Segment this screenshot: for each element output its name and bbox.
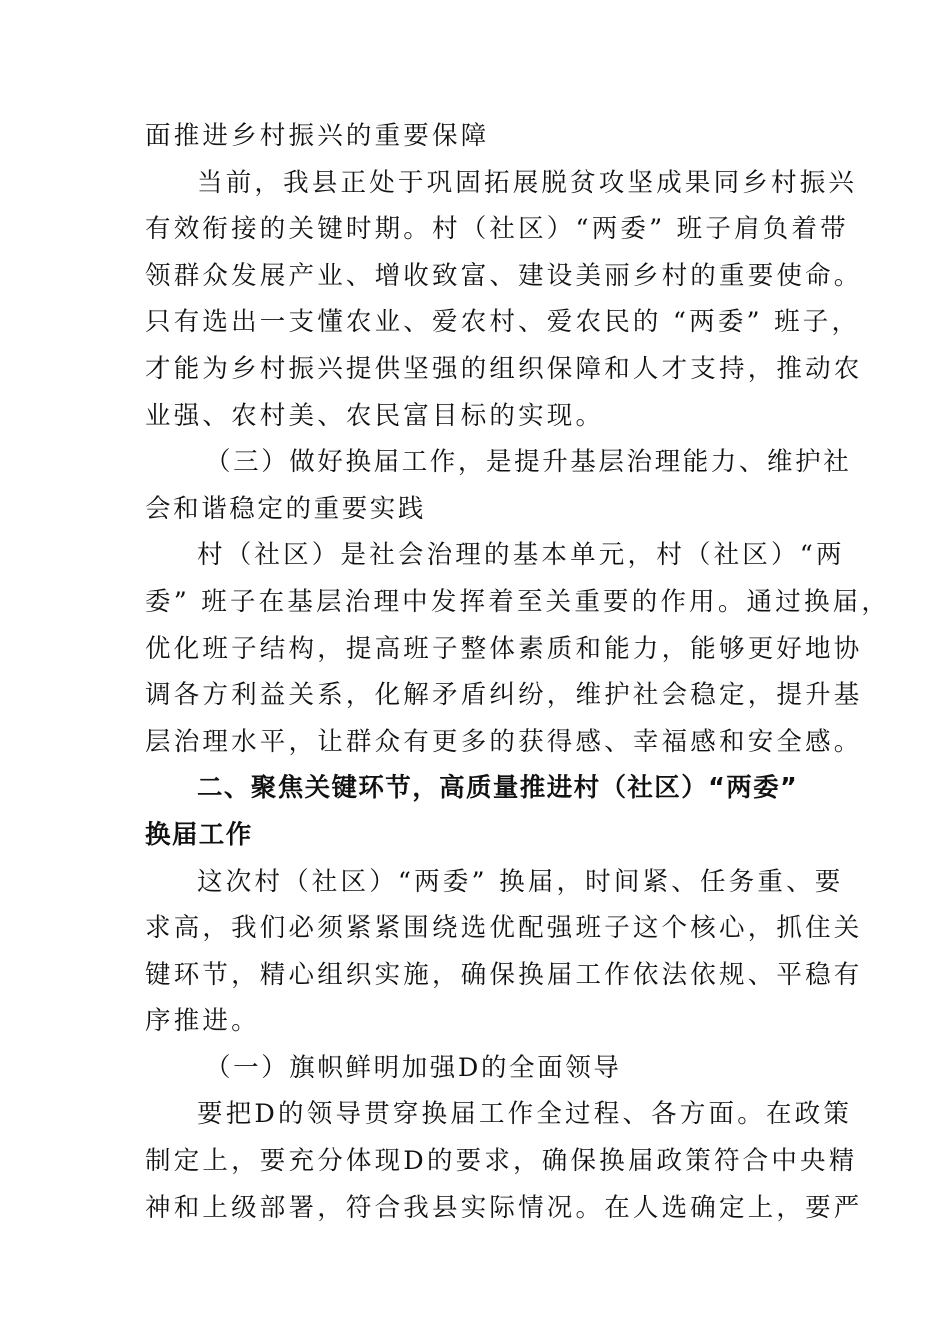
text-line: 才能为乡村振兴提供坚强的组织保障和人才支持，推动农 [145, 353, 863, 384]
text-line: 制定上，要充分体现D的要求，确保换届政策符合中央精 [145, 1146, 858, 1177]
text-line: 层治理水平，让群众有更多的获得感、幸福感和安全感。 [145, 726, 863, 757]
text-line: 序推进。 [145, 1006, 260, 1037]
chapter-heading-line: 换届工作 [145, 819, 253, 850]
section-heading-line: （三）做好换届工作，是提升基层治理能力、维护社 [205, 447, 852, 478]
text-line: 键环节，精心组织实施，确保换届工作依法依规、平稳有 [145, 959, 863, 990]
text-line: 调各方利益关系，化解矛盾纠纷，维护社会稳定，提升基 [145, 680, 863, 711]
section-heading-line: （一）旗帜鲜明加强D的全面领导 [205, 1052, 622, 1083]
text-line: 优化班子结构，提高班子整体素质和能力，能够更好地协 [145, 633, 863, 664]
text-line: 要把D的领导贯穿换届工作全过程、各方面。在政策 [197, 1099, 853, 1130]
text-line: 面推进乡村振兴的重要保障 [145, 121, 490, 151]
text-line: 只有选出一支懂农业、爱农村、爱农民的 “两委” 班子， [145, 307, 861, 338]
text-line: 委” 班子在基层治理中发挥着至关重要的作用。通过换届， [145, 586, 891, 617]
chapter-heading-line: 二、聚焦关键环节，高质量推进村（社区）“两委” [197, 773, 799, 804]
section-heading-line: 会和谐稳定的重要实践 [145, 493, 427, 524]
text-line: 有效衔接的关键时期。村（社区）“两委” 班子肩负着带 [145, 214, 849, 245]
document-page [145, 113, 891, 1231]
text-line: 当前，我县正处于巩固拓展脱贫攻坚成果同乡村振兴 [197, 167, 858, 198]
text-line: 神和上级部署，符合我县实际情况。在人选确定上，要严 [145, 1192, 863, 1223]
text-line: 村（社区）是社会治理的基本单元，村（社区）“两 [197, 540, 845, 571]
text-line: 业强、农村美、农民富目标的实现。 [145, 400, 605, 431]
text-line: 求高，我们必须紧紧围绕选优配强班子这个核心，抓住关 [145, 913, 863, 944]
text-line: 领群众发展产业、增收致富、建设美丽乡村的重要使命。 [145, 260, 863, 291]
text-line: 这次村（社区）“两委” 换届，时间紧、任务重、要 [197, 866, 844, 897]
